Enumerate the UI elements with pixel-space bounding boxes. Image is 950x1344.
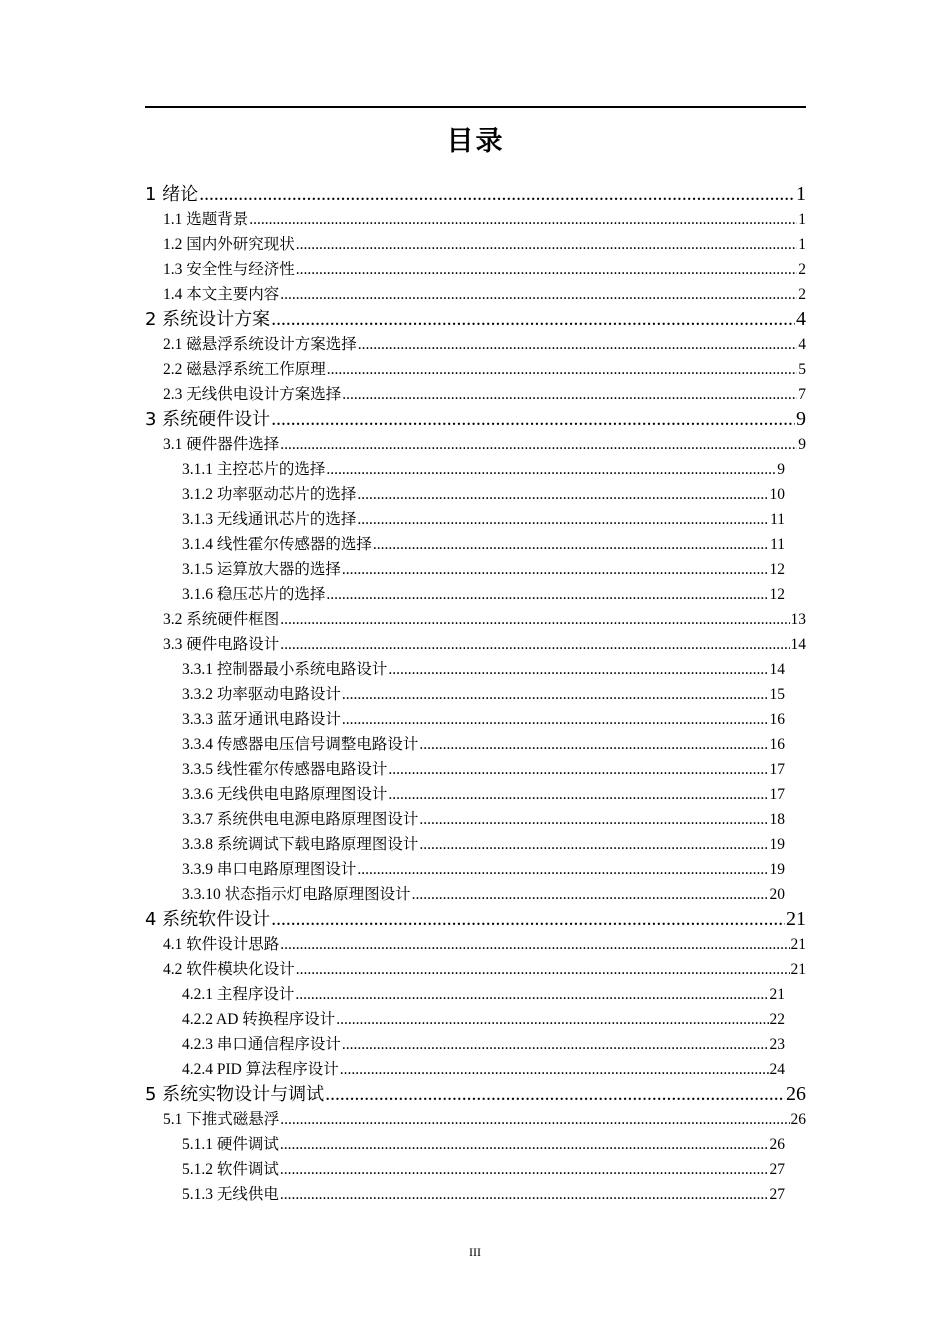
- toc-entry-label: 5 系统实物设计与调试: [145, 1084, 325, 1105]
- toc-entry[interactable]: [145, 1082, 806, 1107]
- toc-entry-page: 23: [769, 1036, 785, 1053]
- toc-entry[interactable]: [145, 632, 806, 657]
- toc-dot-leader: [373, 532, 769, 557]
- toc-dot-leader: [419, 732, 768, 757]
- toc-entry[interactable]: [145, 1107, 806, 1132]
- toc-dot-leader: [342, 707, 769, 732]
- toc-entry[interactable]: [145, 1007, 806, 1032]
- toc-dot-leader: [336, 1007, 768, 1032]
- toc-dot-leader: [296, 257, 797, 282]
- toc-entry-page: 13: [790, 611, 806, 628]
- toc-entry[interactable]: [145, 882, 806, 907]
- toc-entry[interactable]: [145, 957, 806, 982]
- toc-dot-leader: [280, 1132, 769, 1157]
- toc-entry-page: 26: [790, 1111, 806, 1128]
- toc-entry-page: 15: [769, 686, 785, 703]
- toc-entry[interactable]: [145, 432, 806, 457]
- toc-entry-page: 21: [769, 986, 785, 1003]
- toc-entry-label: 5.1 下推式磁悬浮: [163, 1111, 280, 1128]
- toc-entry-page: 22: [769, 1011, 785, 1028]
- toc-entry[interactable]: [145, 982, 806, 1007]
- toc-entry-page: 20: [769, 886, 785, 903]
- toc-dot-leader: [326, 582, 768, 607]
- toc-dot-leader: [357, 482, 768, 507]
- toc-entry-page: 11: [770, 536, 785, 553]
- toc-entry-page: 19: [769, 836, 785, 853]
- toc-dot-leader: [280, 632, 789, 657]
- toc-entry-page: 1: [798, 211, 806, 228]
- toc-entry-label: 3.3.2 功率驱动电路设计: [182, 686, 341, 703]
- toc-entry[interactable]: [145, 607, 806, 632]
- table-of-contents: [145, 182, 806, 1207]
- toc-entry-label: 4 系统软件设计: [145, 909, 271, 930]
- toc-entry-label: 5.1.1 硬件调试: [182, 1136, 279, 1153]
- toc-entry-label: 4.2.2 AD 转换程序设计: [182, 1011, 336, 1028]
- toc-entry-label: 1.2 国内外研究现状: [163, 236, 295, 253]
- toc-entry-label: 4.2 软件模块化设计: [163, 961, 295, 978]
- toc-entry[interactable]: [145, 357, 806, 382]
- toc-dot-leader: [342, 1032, 769, 1057]
- toc-entry-label: 3.1.1 主控芯片的选择: [182, 461, 326, 478]
- toc-entry-page: 2: [798, 261, 806, 278]
- toc-entry[interactable]: [145, 532, 806, 557]
- toc-entry[interactable]: [145, 182, 806, 207]
- toc-entry-page: 1: [798, 236, 806, 253]
- toc-dot-leader: [296, 232, 797, 257]
- toc-entry-page: 9: [777, 461, 785, 478]
- toc-entry-page: 7: [798, 386, 806, 403]
- toc-entry[interactable]: [145, 482, 806, 507]
- toc-entry-label: 3.3.10 状态指示灯电路原理图设计: [182, 886, 411, 903]
- page-title: 目录: [446, 126, 505, 157]
- toc-entry[interactable]: [145, 1032, 806, 1057]
- toc-dot-leader: [199, 182, 795, 207]
- toc-entry[interactable]: [145, 507, 806, 532]
- toc-entry-page: 21: [790, 936, 806, 953]
- toc-entry-page: 26: [786, 1083, 806, 1105]
- toc-dot-leader: [340, 1057, 769, 1082]
- toc-entry-label: 3 系统硬件设计: [145, 409, 271, 430]
- toc-entry-page: 14: [790, 636, 806, 653]
- toc-dot-leader: [342, 557, 769, 582]
- toc-dot-leader: [358, 332, 797, 357]
- toc-entry[interactable]: [145, 332, 806, 357]
- toc-entry[interactable]: [145, 1057, 806, 1082]
- toc-entry-page: 21: [790, 961, 806, 978]
- toc-entry-page: 2: [798, 286, 806, 303]
- toc-entry-label: 3.3.4 传感器电压信号调整电路设计: [182, 736, 419, 753]
- toc-dot-leader: [280, 432, 797, 457]
- toc-entry-label: 2.1 磁悬浮系统设计方案选择: [163, 336, 357, 353]
- toc-entry[interactable]: [145, 457, 806, 482]
- toc-dot-leader: [326, 457, 776, 482]
- toc-dot-leader: [271, 907, 785, 932]
- header-rule: [145, 106, 806, 108]
- toc-entry-label: 3.1.3 无线通讯芯片的选择: [182, 511, 357, 528]
- toc-entry-label: 3.3.6 无线供电电路原理图设计: [182, 786, 388, 803]
- toc-dot-leader: [325, 1082, 785, 1107]
- toc-entry-page: 17: [769, 786, 785, 803]
- toc-entry-label: 3.3.1 控制器最小系统电路设计: [182, 661, 388, 678]
- toc-dot-leader: [280, 932, 789, 957]
- toc-entry-page: 4: [798, 336, 806, 353]
- toc-entry[interactable]: [145, 307, 806, 332]
- toc-dot-leader: [271, 307, 795, 332]
- toc-entry-label: 1.4 本文主要内容: [163, 286, 280, 303]
- toc-dot-leader: [342, 682, 769, 707]
- toc-entry-label: 3.1.4 线性霍尔传感器的选择: [182, 536, 372, 553]
- page-number: III: [469, 1245, 481, 1259]
- toc-entry[interactable]: [145, 907, 806, 932]
- toc-entry-label: 3.1.5 运算放大器的选择: [182, 561, 341, 578]
- toc-entry[interactable]: [145, 582, 806, 607]
- toc-entry-page: 21: [786, 908, 806, 930]
- toc-dot-leader: [388, 782, 768, 807]
- toc-entry[interactable]: [145, 782, 806, 807]
- toc-entry-page: 4: [796, 308, 806, 330]
- toc-dot-leader: [280, 1157, 769, 1182]
- toc-entry[interactable]: [145, 407, 806, 432]
- toc-entry[interactable]: [145, 1157, 806, 1182]
- toc-dot-leader: [388, 657, 768, 682]
- toc-dot-leader: [280, 607, 789, 632]
- toc-entry-page: 19: [769, 861, 785, 878]
- toc-entry-page: 27: [769, 1161, 785, 1178]
- toc-entry[interactable]: [145, 932, 806, 957]
- toc-entry[interactable]: [145, 1132, 806, 1157]
- toc-entry-label: 3.3.3 蓝牙通讯电路设计: [182, 711, 341, 728]
- toc-dot-leader: [342, 382, 797, 407]
- toc-entry[interactable]: [145, 732, 806, 757]
- toc-entry-label: 1.1 选题背景: [163, 211, 249, 228]
- toc-dot-leader: [249, 207, 797, 232]
- toc-dot-leader: [295, 982, 768, 1007]
- toc-entry-label: 5.1.2 软件调试: [182, 1161, 279, 1178]
- toc-entry-page: 10: [769, 486, 785, 503]
- toc-entry[interactable]: [145, 1182, 806, 1207]
- toc-entry-page: 12: [769, 561, 785, 578]
- toc-dot-leader: [327, 357, 797, 382]
- toc-entry-label: 3.1 硬件器件选择: [163, 436, 280, 453]
- toc-entry-page: 11: [770, 511, 785, 528]
- toc-entry-page: 16: [769, 736, 785, 753]
- toc-entry-label: 2.2 磁悬浮系统工作原理: [163, 361, 326, 378]
- toc-dot-leader: [280, 1107, 789, 1132]
- toc-entry-page: 26: [769, 1136, 785, 1153]
- toc-entry-page: 1: [796, 183, 806, 205]
- toc-entry[interactable]: [145, 657, 806, 682]
- toc-entry-label: 5.1.3 无线供电: [182, 1186, 279, 1203]
- toc-entry-page: 16: [769, 711, 785, 728]
- toc-entry[interactable]: [145, 232, 806, 257]
- toc-entry[interactable]: [145, 832, 806, 857]
- toc-entry[interactable]: [145, 682, 806, 707]
- toc-entry-page: 9: [796, 408, 806, 430]
- toc-dot-leader: [419, 807, 768, 832]
- toc-dot-leader: [296, 957, 790, 982]
- toc-entry-label: 3.3.5 线性霍尔传感器电路设计: [182, 761, 388, 778]
- toc-dot-leader: [419, 832, 768, 857]
- toc-entry-page: 14: [769, 661, 785, 678]
- toc-entry-label: 4.2.3 串口通信程序设计: [182, 1036, 341, 1053]
- toc-entry-page: 9: [798, 436, 806, 453]
- toc-entry[interactable]: [145, 707, 806, 732]
- toc-entry-label: 4.2.1 主程序设计: [182, 986, 295, 1003]
- toc-entry-label: 1 绪论: [145, 184, 199, 205]
- toc-entry[interactable]: [145, 207, 806, 232]
- toc-entry-label: 3.3.7 系统供电电源电路原理图设计: [182, 811, 419, 828]
- toc-entry-label: 3.3 硬件电路设计: [163, 636, 280, 653]
- toc-entry-label: 2 系统设计方案: [145, 309, 271, 330]
- toc-entry-page: 27: [769, 1186, 785, 1203]
- toc-entry-label: 3.1.2 功率驱动芯片的选择: [182, 486, 357, 503]
- toc-dot-leader: [357, 857, 768, 882]
- toc-entry[interactable]: [145, 557, 806, 582]
- toc-entry-page: 17: [769, 761, 785, 778]
- toc-entry-label: 3.1.6 稳压芯片的选择: [182, 586, 326, 603]
- toc-entry-label: 3.3.9 串口电路原理图设计: [182, 861, 357, 878]
- toc-entry[interactable]: [145, 807, 806, 832]
- toc-entry[interactable]: [145, 257, 806, 282]
- toc-entry-label: 1.3 安全性与经济性: [163, 261, 295, 278]
- toc-entry-page: 18: [769, 811, 785, 828]
- toc-dot-leader: [388, 757, 768, 782]
- toc-dot-leader: [357, 507, 769, 532]
- toc-entry[interactable]: [145, 282, 806, 307]
- toc-entry-page: 24: [769, 1061, 785, 1078]
- toc-entry-label: 2.3 无线供电设计方案选择: [163, 386, 342, 403]
- toc-dot-leader: [280, 282, 797, 307]
- toc-entry-page: 5: [798, 361, 806, 378]
- toc-entry-label: 4.2.4 PID 算法程序设计: [182, 1061, 339, 1078]
- toc-entry-label: 3.3.8 系统调试下载电路原理图设计: [182, 836, 419, 853]
- toc-entry[interactable]: [145, 757, 806, 782]
- toc-dot-leader: [412, 882, 769, 907]
- toc-dot-leader: [271, 407, 795, 432]
- toc-entry-page: 12: [769, 586, 785, 603]
- toc-entry-label: 3.2 系统硬件框图: [163, 611, 280, 628]
- toc-entry[interactable]: [145, 857, 806, 882]
- toc-dot-leader: [280, 1182, 769, 1207]
- toc-entry[interactable]: [145, 382, 806, 407]
- toc-entry-label: 4.1 软件设计思路: [163, 936, 280, 953]
